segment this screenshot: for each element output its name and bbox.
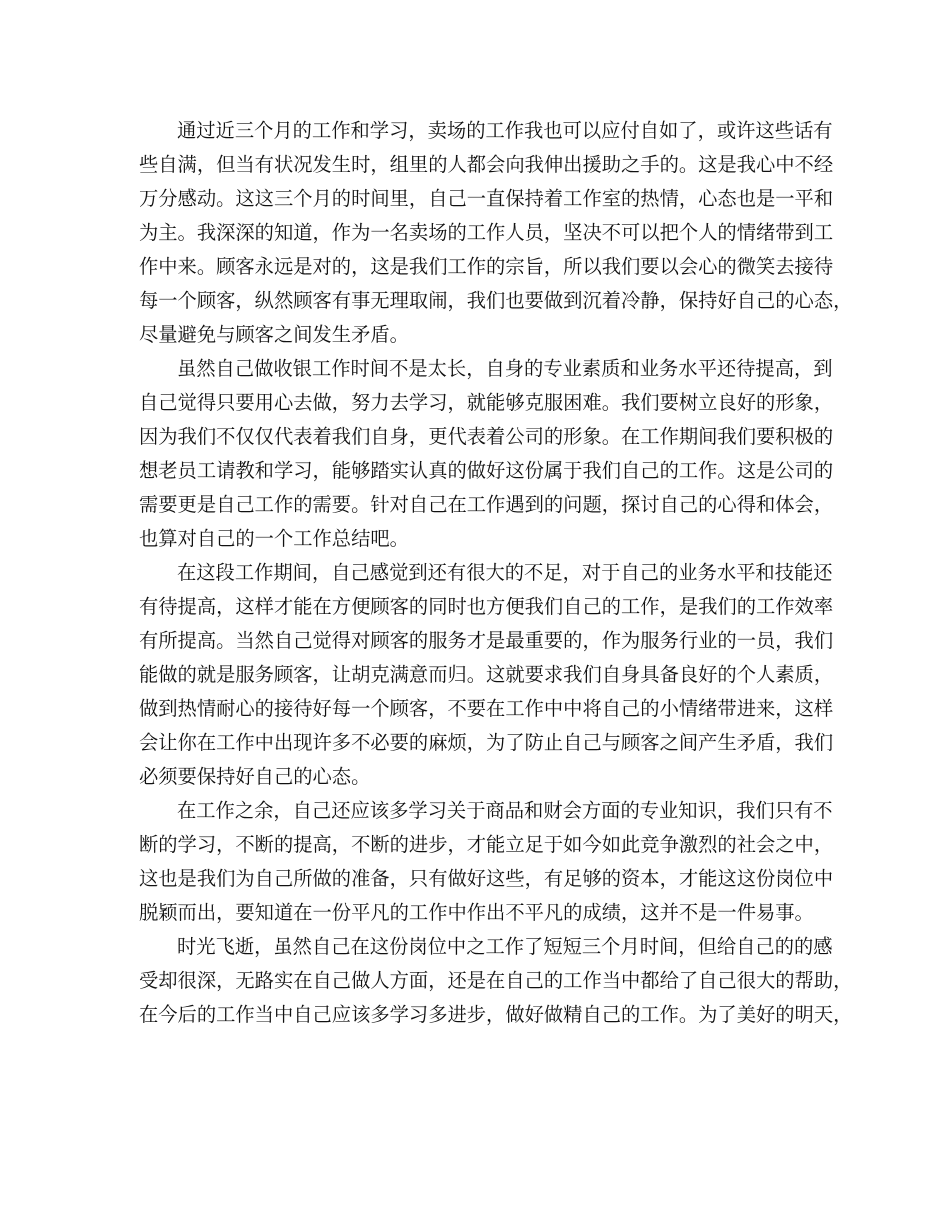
paragraph-line: 尽量避免与顾客之间发生矛盾。	[139, 323, 409, 346]
paragraph-line: 在工作之余，自己还应该多学习关于商品和财会方面的专业知识，我们只有不	[177, 799, 833, 822]
paragraph-line: 有所提高。当然自己觉得对顾客的服务才是最重要的，作为服务行业的一员，我们	[139, 629, 834, 652]
paragraph-line: 每一个顾客，纵然顾客有事无理取闹，我们也要做到沉着冷静，保持好自己的心态，	[139, 289, 853, 312]
paragraph-line: 万分感动。这这三个月的时间里，自己一直保持着工作室的热情，心态也是一平和	[139, 187, 834, 210]
paragraph-3	[139, 556, 834, 794]
paragraph-line: 有待提高，这样才能在方便顾客的同时也方便我们自己的工作，是我们的工作效率	[139, 595, 834, 618]
paragraph-line: 这也是我们为自己所做的准备，只有做好这些，有足够的资本，才能这这份岗位中	[139, 867, 834, 890]
paragraph-line: 作中来。顾客永远是对的，这是我们工作的宗旨，所以我们要以会心的微笑去接待	[139, 255, 834, 278]
paragraph-5	[139, 930, 853, 1032]
paragraph-4	[139, 794, 834, 930]
paragraph-line: 能做的就是服务顾客，让胡克满意而归。这就要求我们自身具备良好的个人素质，	[139, 663, 834, 686]
paragraph-line: 因为我们不仅仅代表着我们自身，更代表着公司的形象。在工作期间我们要积极的	[139, 425, 834, 448]
paragraph-line: 受却很深，无路实在自己做人方面，还是在自己的工作当中都给了自己很大的帮助，	[139, 969, 853, 992]
paragraph-line: 想老员工请教和学习，能够踏实认真的做好这份属于我们自己的工作。这是公司的	[139, 459, 834, 482]
paragraph-line: 需要更是自己工作的需要。针对自己在工作遇到的问题，探讨自己的心得和体会，	[139, 493, 834, 516]
paragraph-line: 断的学习，不断的提高，不断的进步，才能立足于如今如此竞争激烈的社会之中，	[139, 833, 834, 856]
paragraph-line: 些自满，但当有状况发生时，组里的人都会向我伸出援助之手的。这是我心中不经	[139, 153, 834, 176]
paragraph-line: 做到热情耐心的接待好每一个顾客，不要在工作中中将自己的小情绪带进来，这样	[139, 697, 834, 720]
paragraph-line: 也算对自己的一个工作总结吧。	[139, 527, 409, 550]
paragraph-line: 通过近三个月的工作和学习，卖场的工作我也可以应付自如了，或许这些话有	[177, 119, 833, 142]
paragraph-line: 脱颖而出，要知道在一份平凡的工作中作出不平凡的成绩，这并不是一件易事。	[139, 901, 814, 924]
paragraph-line: 会让你在工作中出现许多不必要的麻烦，为了防止自己与顾客之间产生矛盾，我们	[139, 731, 834, 754]
paragraph-line: 在今后的工作当中自己应该多学习多进步，做好做精自己的工作。为了美好的明天，	[139, 1003, 853, 1026]
document-body	[139, 114, 853, 1032]
paragraph-line: 自己觉得只要用心去做，努力去学习，就能够克服困难。我们要树立良好的形象，	[139, 391, 834, 414]
paragraph-line: 虽然自己做收银工作时间不是太长，自身的专业素质和业务水平还待提高，到	[177, 357, 833, 380]
paragraph-line: 必须要保持好自己的心态。	[139, 765, 371, 788]
paragraph-line: 在这段工作期间，自己感觉到还有很大的不足，对于自己的业务水平和技能还	[177, 561, 833, 584]
paragraph-1	[139, 114, 853, 352]
paragraph-line: 为主。我深深的知道，作为一名卖场的工作人员，坚决不可以把个人的情绪带到工	[139, 221, 834, 244]
paragraph-line: 时光飞逝，虽然自己在这份岗位中之工作了短短三个月时间，但给自己的的感	[177, 935, 833, 958]
paragraph-2	[139, 352, 834, 556]
